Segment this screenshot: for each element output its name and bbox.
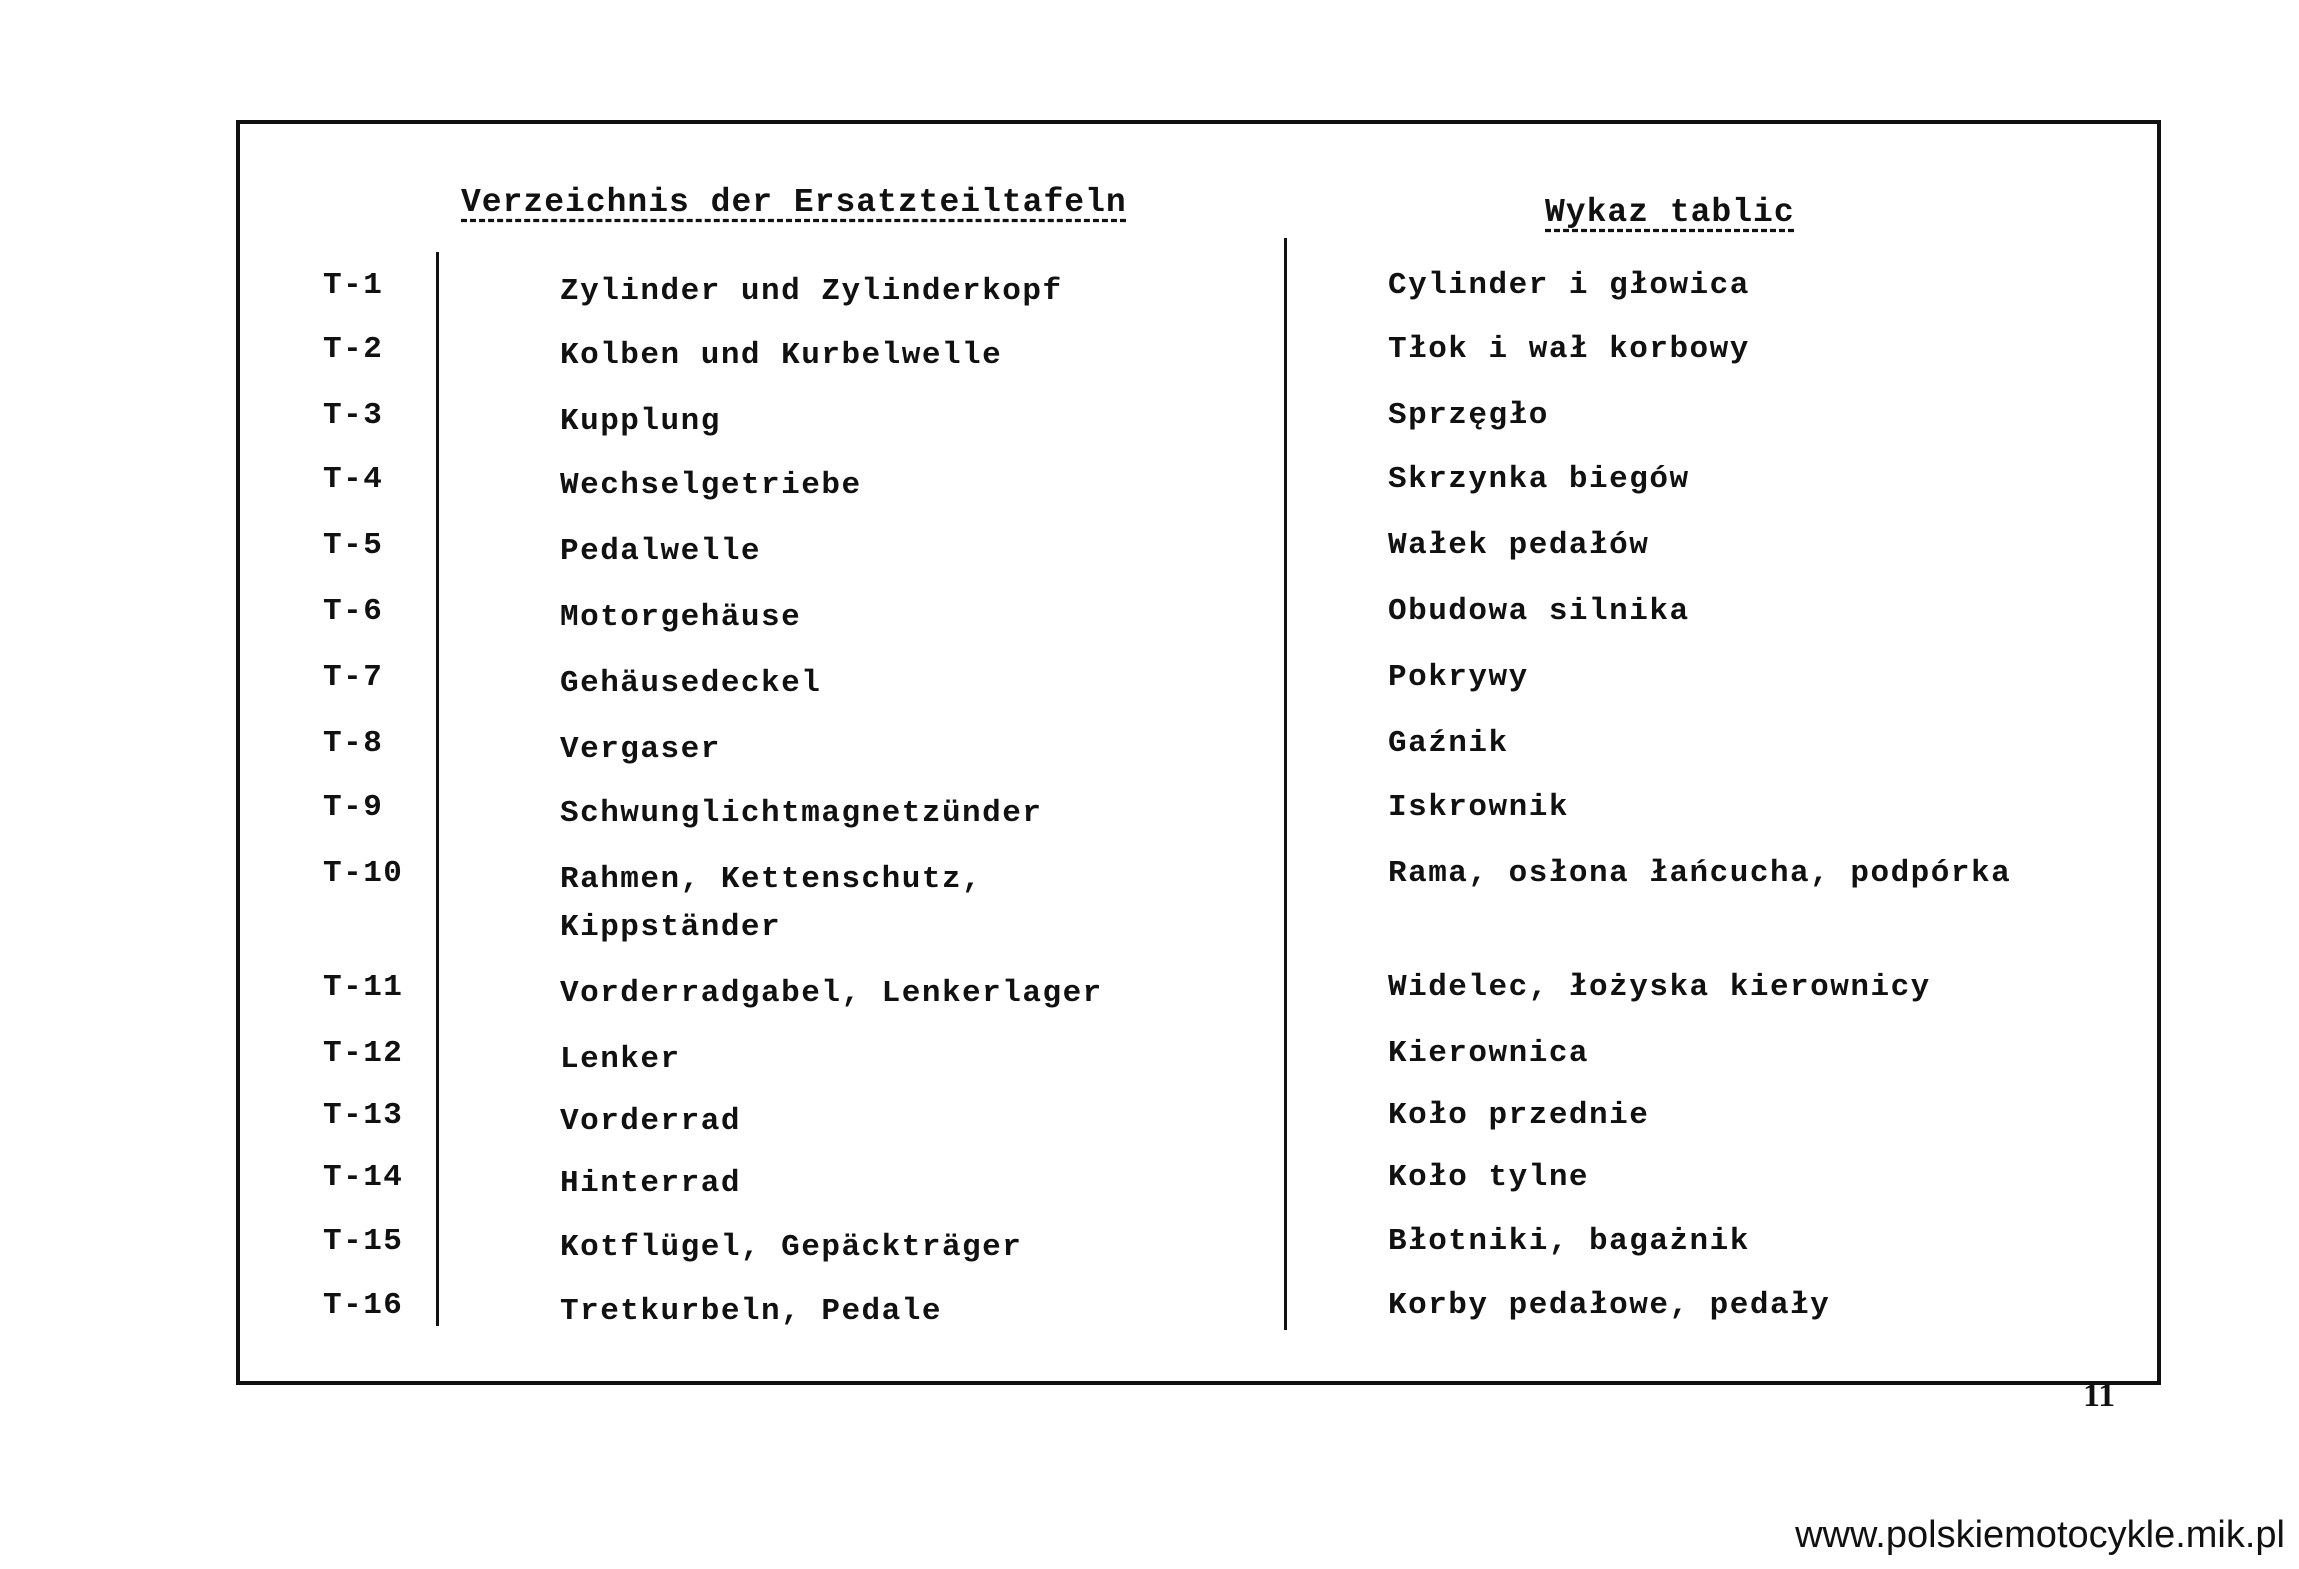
german-name: Zylinder und Zylinderkopf xyxy=(560,274,1063,309)
german-name: Motorgehäuse xyxy=(560,600,802,635)
german-name: Lenker xyxy=(560,1042,681,1077)
polish-name: Koło tylne xyxy=(1388,1160,1590,1195)
german-name: Gehäusedeckel xyxy=(560,666,822,701)
german-name: Wechselgetriebe xyxy=(560,468,862,503)
plate-code: T-12 xyxy=(323,1036,404,1071)
polish-name: Tłok i wał korbowy xyxy=(1388,332,1750,367)
polish-name: Cylinder i głowica xyxy=(1388,268,1750,303)
plate-code: T-15 xyxy=(323,1224,404,1259)
polish-name: Błotniki, bagażnik xyxy=(1388,1224,1750,1259)
plate-code: T-14 xyxy=(323,1160,404,1195)
german-name: Vorderrad xyxy=(560,1104,741,1139)
polish-name: Wałek pedałów xyxy=(1388,528,1650,563)
german-name: Kotflügel, Gepäckträger xyxy=(560,1230,1023,1265)
german-name: Rahmen, Kettenschutz, Kippständer xyxy=(560,862,983,945)
german-name: Kolben und Kurbelwelle xyxy=(560,338,1003,373)
page-number: 11 xyxy=(2083,1377,2116,1414)
plate-code: T-13 xyxy=(323,1098,404,1133)
heading-german: Verzeichnis der Ersatzteiltafeln xyxy=(461,184,1127,221)
polish-name: Iskrownik xyxy=(1388,790,1569,825)
plate-code: T-2 xyxy=(323,332,384,367)
plate-code: T-11 xyxy=(323,970,404,1005)
german-name: Tretkurbeln, Pedale xyxy=(560,1294,942,1329)
plate-code: T-10 xyxy=(323,856,404,891)
plate-code: T-7 xyxy=(323,660,384,695)
german-name: Kupplung xyxy=(560,404,721,439)
polish-name: Sprzęgło xyxy=(1388,398,1549,433)
polish-name: Kierownica xyxy=(1388,1036,1590,1071)
polish-name: Korby pedałowe, pedały xyxy=(1388,1288,1831,1323)
website-watermark: www.polskiemotocykle.mik.pl xyxy=(1795,1514,2285,1556)
plate-code: T-4 xyxy=(323,462,384,497)
plate-code: T-16 xyxy=(323,1288,404,1323)
polish-name: Obudowa silnika xyxy=(1388,594,1690,629)
polish-name: Koło przednie xyxy=(1388,1098,1650,1133)
german-name: Pedalwelle xyxy=(560,534,762,569)
polish-name: Rama, osłona łańcucha, podpórka xyxy=(1388,856,2012,891)
plate-code: T-9 xyxy=(323,790,384,825)
polish-name: Skrzynka biegów xyxy=(1388,462,1690,497)
heading-polish: Wykaz tablic xyxy=(1545,194,1795,231)
plate-code: T-6 xyxy=(323,594,384,629)
polish-name: Pokrywy xyxy=(1388,660,1529,695)
german-name: Schwunglichtmagnetzünder xyxy=(560,796,1043,831)
german-name: Hinterrad xyxy=(560,1166,741,1201)
polish-name: Gaźnik xyxy=(1388,726,1509,761)
plate-code: T-1 xyxy=(323,268,384,303)
german-name: Vorderradgabel, Lenkerlager xyxy=(560,976,1103,1011)
polish-name: Widelec, łożyska kierownicy xyxy=(1388,970,1931,1005)
plate-code: T-3 xyxy=(323,398,384,433)
german-name: Vergaser xyxy=(560,732,721,767)
plate-code: T-5 xyxy=(323,528,384,563)
plate-code: T-8 xyxy=(323,726,384,761)
